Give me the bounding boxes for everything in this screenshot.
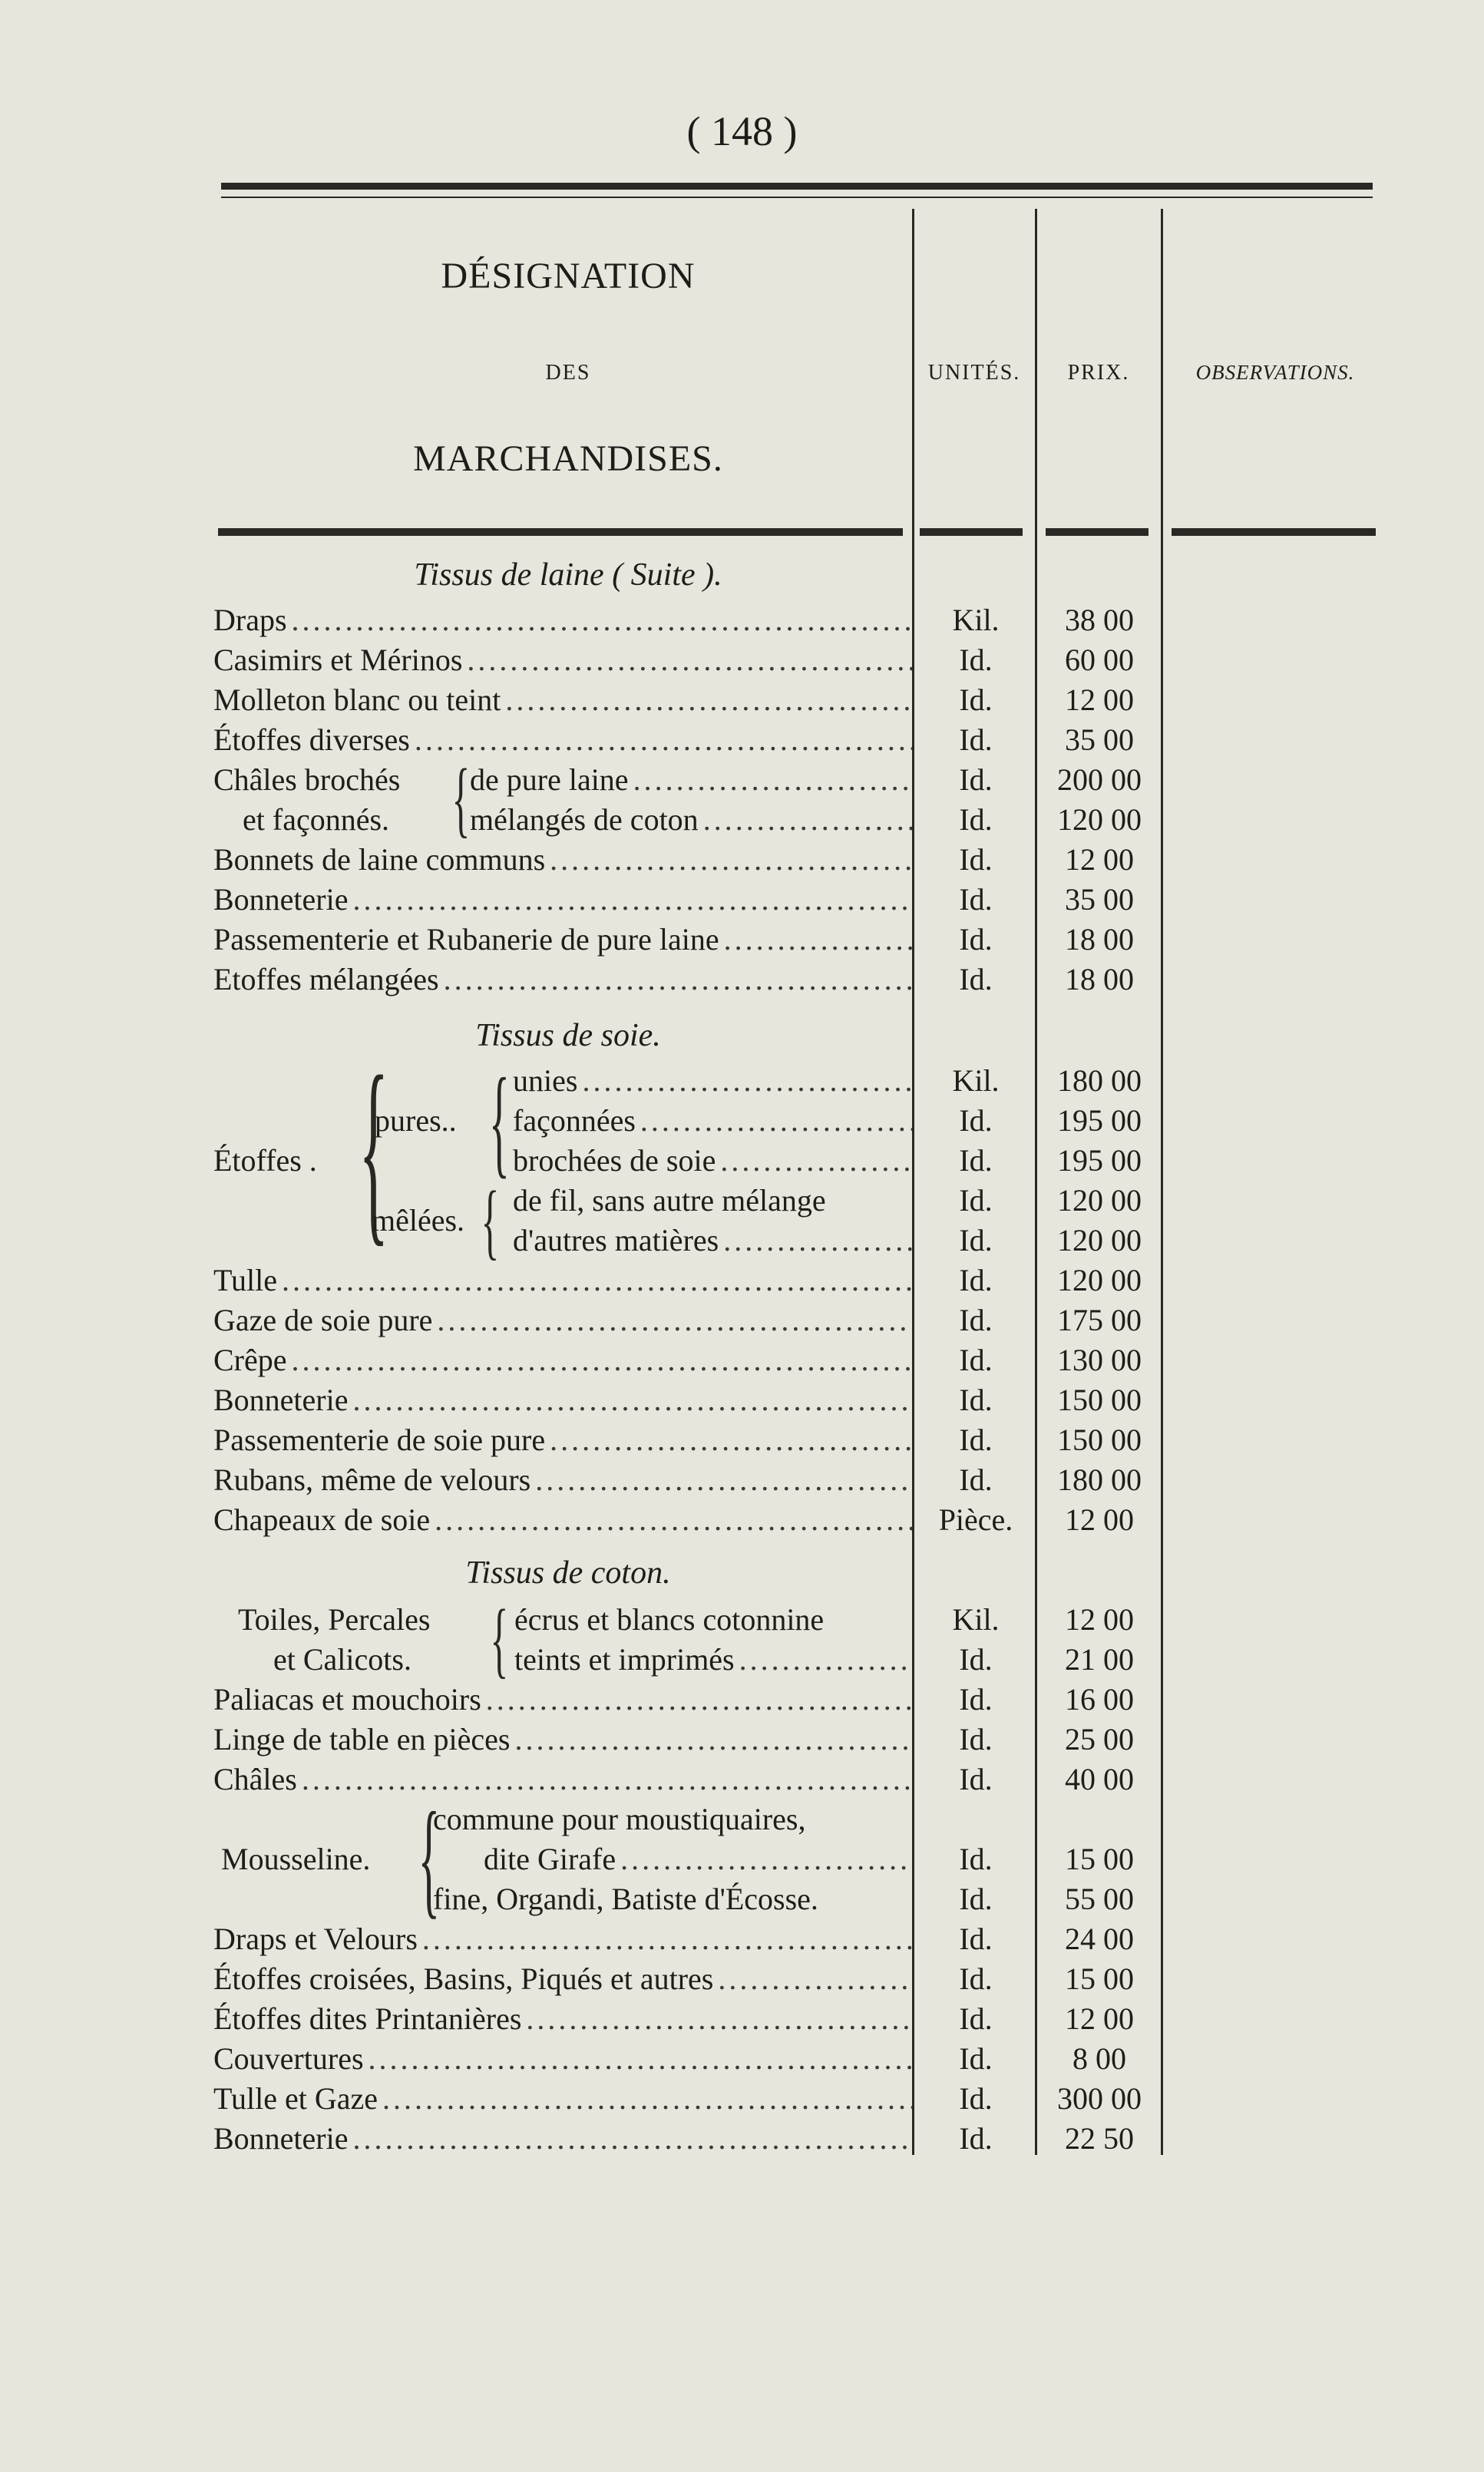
row-label: Bonneterie xyxy=(213,2121,349,2156)
row-price: 120 00 xyxy=(1057,1223,1142,1257)
row-unit: Id. xyxy=(959,1143,993,1178)
row-label: Linge de table en pièces xyxy=(213,1722,511,1757)
row-label: d'autres matières xyxy=(513,1223,719,1257)
row-price: 150 00 xyxy=(1057,1423,1142,1457)
group-label-chales-2: et façonnés. xyxy=(243,802,390,837)
row-price: 200 00 xyxy=(1057,762,1142,797)
table-row xyxy=(0,642,1484,682)
row-label: dite Girafe xyxy=(484,1842,616,1876)
row-unit: Pièce. xyxy=(938,1502,1013,1537)
table-row xyxy=(0,1102,1484,1142)
row-price: 22 50 xyxy=(1065,2121,1134,2156)
row-label: Bonneterie xyxy=(213,1383,349,1417)
header-unites: UNITÉS. xyxy=(927,361,1021,385)
row-price: 120 00 xyxy=(1057,1263,1142,1297)
table-row xyxy=(0,841,1484,881)
row-price: 12 00 xyxy=(1065,1502,1134,1537)
table-row xyxy=(0,1841,1484,1881)
brace: { xyxy=(481,1174,500,1267)
group-label-toiles-2: et Calicots. xyxy=(273,1642,411,1677)
header-rule xyxy=(218,528,903,536)
row-price: 40 00 xyxy=(1065,1762,1134,1796)
table-row xyxy=(0,1422,1484,1462)
row-label: Tulle xyxy=(213,1263,278,1297)
row-price: 55 00 xyxy=(1065,1882,1134,1916)
row-unit: Id. xyxy=(959,1922,993,1956)
section-heading-soie: Tissus de soie. xyxy=(475,1018,661,1053)
row-unit: Id. xyxy=(959,643,993,677)
table-row xyxy=(0,1222,1484,1262)
page-number: ( 148 ) xyxy=(686,108,798,154)
table-row xyxy=(0,1761,1484,1801)
row-unit: Kil. xyxy=(952,1602,1000,1637)
brace: { xyxy=(488,1053,510,1189)
row-unit: Id. xyxy=(959,1103,993,1138)
row-unit: Id. xyxy=(959,2081,993,2116)
row-label: Châles xyxy=(213,1762,297,1796)
row-label: Rubans, même de velours xyxy=(213,1462,531,1497)
row-label: brochées de soie xyxy=(513,1143,716,1178)
table-row xyxy=(0,682,1484,722)
row-label: Tulle et Gaze xyxy=(213,2081,378,2116)
row-label: unies xyxy=(513,1063,578,1098)
table-row xyxy=(0,1721,1484,1761)
brace: { xyxy=(359,1034,389,1264)
table-row xyxy=(0,1801,1484,1841)
group-label-mousseline: Mousseline. xyxy=(221,1842,371,1876)
row-label: Crêpe xyxy=(213,1343,287,1377)
section-heading-laine: Tissus de laine ( Suite ). xyxy=(414,557,722,593)
row-unit: Id. xyxy=(959,1842,993,1876)
group-label-pures: pures.. xyxy=(375,1103,457,1138)
table-row xyxy=(0,921,1484,961)
row-label: Étoffes diverses xyxy=(213,722,410,757)
table-row xyxy=(0,1302,1484,1342)
row-price: 35 00 xyxy=(1065,722,1134,757)
row-label: Bonneterie xyxy=(213,882,349,917)
top-rule-thick xyxy=(221,183,1373,190)
table-row xyxy=(0,1641,1484,1681)
table-row xyxy=(0,602,1484,642)
row-unit: Id. xyxy=(959,2001,993,2036)
group-label-melees: mêlées. xyxy=(372,1203,465,1238)
table-row xyxy=(0,1681,1484,1721)
row-price: 35 00 xyxy=(1065,882,1134,917)
row-label: Gaze de soie pure xyxy=(213,1303,433,1337)
row-price: 21 00 xyxy=(1065,1642,1134,1677)
row-price: 15 00 xyxy=(1065,1842,1134,1876)
table-row xyxy=(0,1921,1484,1961)
table-row xyxy=(0,1142,1484,1182)
brace: { xyxy=(418,1786,441,1930)
row-price: 130 00 xyxy=(1057,1343,1142,1377)
row-label: Bonnets de laine communs xyxy=(213,842,546,877)
table-row xyxy=(0,1382,1484,1422)
header-marchandises: MARCHANDISES. xyxy=(413,438,723,479)
row-unit: Id. xyxy=(959,2041,993,2076)
row-label: commune pour moustiquaires, xyxy=(433,1802,806,1836)
row-unit: Id. xyxy=(959,2121,993,2156)
row-unit: Id. xyxy=(959,1343,993,1377)
row-price: 180 00 xyxy=(1057,1462,1142,1497)
table-row xyxy=(0,1881,1484,1921)
row-label: de pure laine xyxy=(470,762,629,797)
header-rule xyxy=(1172,528,1376,536)
row-unit: Id. xyxy=(959,922,993,957)
row-price: 195 00 xyxy=(1057,1143,1142,1178)
header-prix: PRIX. xyxy=(1067,361,1130,385)
row-price: 15 00 xyxy=(1065,1961,1134,1996)
row-price: 12 00 xyxy=(1065,842,1134,877)
row-label: de fil, sans autre mélange xyxy=(513,1183,826,1218)
row-label: écrus et blancs cotonnine xyxy=(514,1602,825,1637)
row-price: 12 00 xyxy=(1065,2001,1134,2036)
row-label: Casimirs et Mérinos xyxy=(213,643,463,677)
row-unit: Id. xyxy=(959,1383,993,1417)
row-unit: Id. xyxy=(959,1223,993,1257)
row-label: façonnées xyxy=(513,1103,636,1138)
table-row xyxy=(0,1502,1484,1542)
row-unit: Id. xyxy=(959,962,993,996)
table-row xyxy=(0,801,1484,841)
row-unit: Id. xyxy=(959,1263,993,1297)
row-unit: Id. xyxy=(959,762,993,797)
row-unit: Id. xyxy=(959,802,993,837)
row-price: 150 00 xyxy=(1057,1383,1142,1417)
row-price: 120 00 xyxy=(1057,1183,1142,1218)
row-price: 60 00 xyxy=(1065,643,1134,677)
table-row xyxy=(0,2001,1484,2041)
header-rule xyxy=(920,528,1023,536)
header-rule xyxy=(1046,528,1149,536)
row-price: 18 00 xyxy=(1065,962,1134,996)
table-row xyxy=(0,1062,1484,1102)
brace: { xyxy=(451,752,471,845)
row-unit: Kil. xyxy=(952,1063,1000,1098)
brace: { xyxy=(490,1592,509,1686)
row-price: 38 00 xyxy=(1065,603,1134,637)
row-label: teints et imprimés xyxy=(514,1642,735,1677)
table-row xyxy=(0,722,1484,762)
row-label: Passementerie et Rubanerie de pure laine xyxy=(213,922,719,957)
row-unit: Id. xyxy=(959,842,993,877)
header-des: DES xyxy=(545,361,591,385)
row-unit: Id. xyxy=(959,1722,993,1757)
row-unit: Id. xyxy=(959,1423,993,1457)
row-price: 120 00 xyxy=(1057,802,1142,837)
table-row xyxy=(0,1601,1484,1641)
row-label: mélangés de coton xyxy=(470,802,699,837)
row-price: 18 00 xyxy=(1065,922,1134,957)
row-price: 16 00 xyxy=(1065,1682,1134,1717)
group-label-etoffes: Étoffes . xyxy=(213,1143,317,1178)
group-label-toiles: Toiles, Percales xyxy=(238,1602,431,1637)
row-unit: Id. xyxy=(959,1682,993,1717)
row-label: Draps xyxy=(213,603,287,637)
row-label: Passementerie de soie pure xyxy=(213,1423,546,1457)
row-price: 195 00 xyxy=(1057,1103,1142,1138)
table-row xyxy=(0,1342,1484,1382)
table-row xyxy=(0,2120,1484,2160)
row-unit: Id. xyxy=(959,722,993,757)
row-label: Etoffes mélangées xyxy=(213,962,439,996)
group-label-chales: Châles brochés xyxy=(213,762,401,797)
table-row xyxy=(0,1262,1484,1302)
row-unit: Id. xyxy=(959,1762,993,1796)
table-row xyxy=(0,1961,1484,2001)
row-label: Couvertures xyxy=(213,2041,364,2076)
row-unit: Id. xyxy=(959,682,993,717)
row-unit: Id. xyxy=(959,1882,993,1916)
table-row xyxy=(0,2041,1484,2080)
row-label: Paliacas et mouchoirs xyxy=(213,1682,481,1717)
row-unit: Id. xyxy=(959,1961,993,1996)
row-price: 180 00 xyxy=(1057,1063,1142,1098)
row-price: 24 00 xyxy=(1065,1922,1134,1956)
header-observations: OBSERVATIONS. xyxy=(1195,361,1355,384)
row-label: Draps et Velours xyxy=(213,1922,418,1956)
table-row xyxy=(0,762,1484,801)
row-price: 300 00 xyxy=(1057,2081,1142,2116)
row-label: Étoffes croisées, Basins, Piqués et autres xyxy=(213,1961,714,1996)
row-price: 175 00 xyxy=(1057,1303,1142,1337)
table-row xyxy=(0,1182,1484,1222)
row-unit: Id. xyxy=(959,882,993,917)
row-unit: Id. xyxy=(959,1642,993,1677)
row-price: 8 00 xyxy=(1073,2041,1126,2076)
section-heading-coton: Tissus de coton. xyxy=(465,1555,671,1591)
row-label: Molleton blanc ou teint xyxy=(213,682,501,717)
row-unit: Id. xyxy=(959,1183,993,1218)
row-label: Chapeaux de soie xyxy=(213,1502,431,1537)
top-rule-thin xyxy=(221,197,1373,198)
row-price: 25 00 xyxy=(1065,1722,1134,1757)
row-price: 12 00 xyxy=(1065,682,1134,717)
table-row xyxy=(0,961,1484,1001)
row-unit: Id. xyxy=(959,1462,993,1497)
table-row xyxy=(0,881,1484,921)
row-label: fine, Organdi, Batiste d'Écosse. xyxy=(433,1882,818,1916)
row-unit: Kil. xyxy=(952,603,1000,637)
table-row xyxy=(0,1462,1484,1502)
header-designation: DÉSIGNATION xyxy=(441,256,696,296)
row-price: 12 00 xyxy=(1065,1602,1134,1637)
row-unit: Id. xyxy=(959,1303,993,1337)
row-label: Étoffes dites Printanières xyxy=(213,2001,522,2036)
table-row xyxy=(0,2080,1484,2120)
